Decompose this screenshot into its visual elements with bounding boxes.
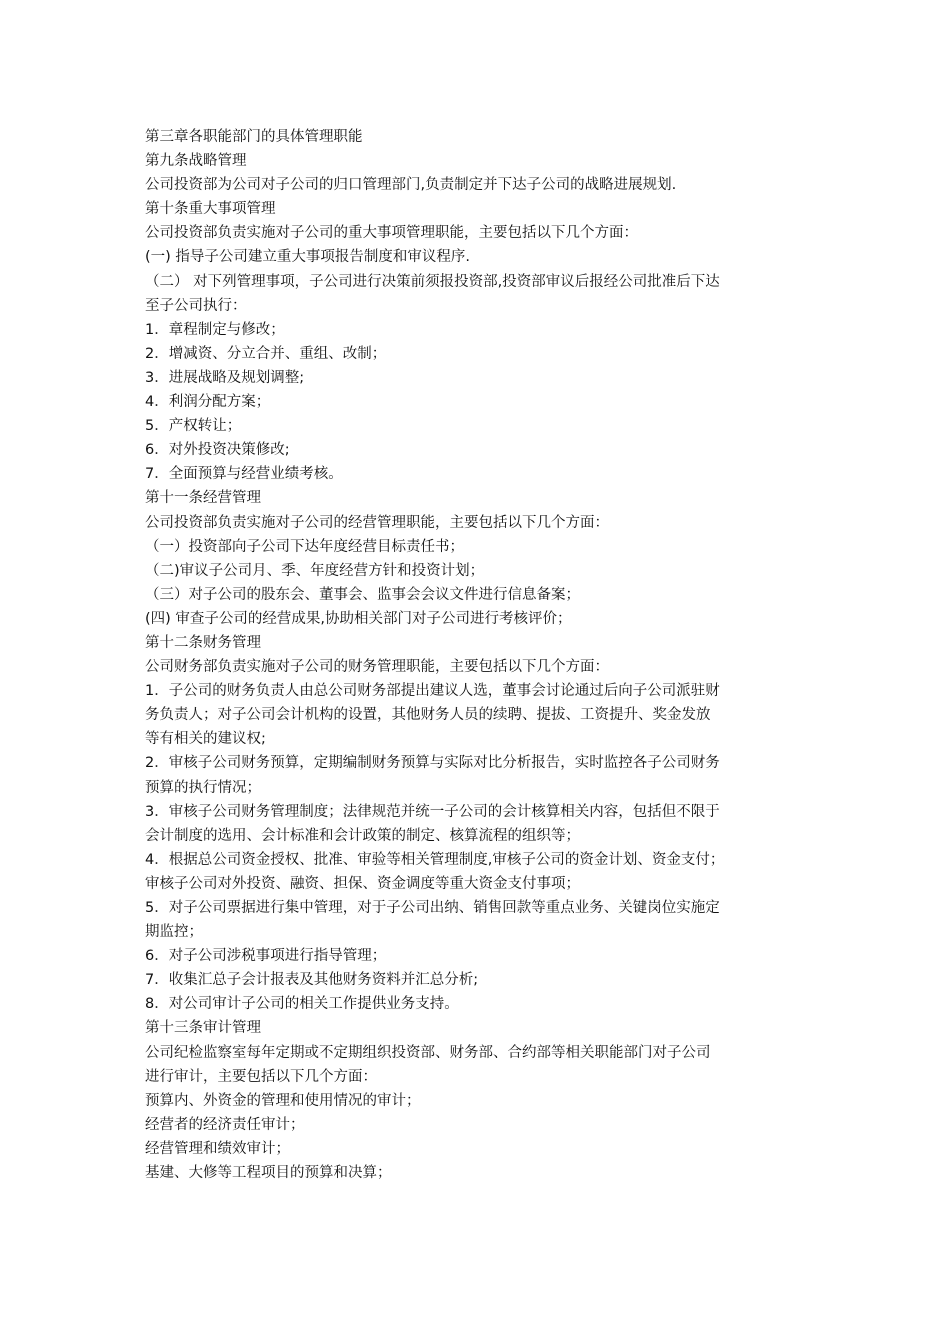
paragraph-line: 进行审计，主要包括以下几个方面： [145, 1068, 377, 1085]
article-heading: 第十一条经营管理 [145, 490, 261, 507]
paragraph-line: 公司纪检监察室每年定期或不定期组织投资部、财务部、合约部等相关职能部门对子公司 [145, 1044, 711, 1061]
chapter-heading: 第三章各职能部门的具体管理职能 [145, 129, 363, 145]
article-heading: 第十二条财务管理 [145, 634, 261, 651]
list-item: 4．利润分配方案； [145, 394, 271, 411]
list-item-continuation: 至子公司执行： [145, 297, 247, 314]
list-item: 3．审核子公司财务管理制度；法律规范并统一子公司的会计核算相关内容，包括但不限于 [145, 803, 720, 820]
list-item: 8．对公司审计子公司的相关工作提供业务支持。 [145, 996, 459, 1013]
list-item: (一) 指导子公司建立重大事项报告制度和审议程序. [145, 249, 471, 266]
list-item-continuation: 期监控； [145, 924, 203, 941]
list-item: 7．全面预算与经营业绩考核。 [145, 466, 343, 483]
list-item: 1．子公司的财务负责人由总公司财务部提出建议人选，董事会讨论通过后向子公司派驻财 [145, 683, 720, 700]
list-item: 2．审核子公司财务预算，定期编制财务预算与实际对比分析报告，实时监控各子公司财务 [145, 755, 720, 772]
list-item: 6．对外投资决策修改; [145, 442, 290, 459]
article-heading: 第九条战略管理 [145, 153, 247, 170]
list-item: （三）对子公司的股东会、董事会、监事会会议文件进行信息备案； [145, 586, 580, 603]
paragraph-line: 公司财务部负责实施对子公司的财务管理职能，主要包括以下几个方面： [145, 659, 609, 676]
list-item: (四) 审查子公司的经营成果,协助相关部门对子公司进行考核评价； [145, 610, 572, 627]
list-item-continuation: 会计制度的选用、会计标准和会计政策的制定、核算流程的组织等； [145, 827, 580, 844]
list-item-continuation: 预算的执行情况； [145, 779, 261, 796]
paragraph-line: 公司投资部负责实施对子公司的重大事项管理职能，主要包括以下几个方面： [145, 225, 638, 242]
list-item: 4．根据总公司资金授权、批准、审验等相关管理制度,审核子公司的资金计划、资金支付； [145, 851, 725, 868]
list-item: （二)审议子公司月、季、年度经营方针和投资计划； [145, 562, 485, 579]
list-item: （一）投资部向子公司下达年度经营目标责任书； [145, 538, 464, 555]
paragraph-line: 公司投资部为公司对子公司的归口管理部门,负责制定并下达子公司的战略进展规划. [145, 177, 677, 194]
list-item: 3．进展战略及规划调整; [145, 369, 305, 386]
list-item-continuation: 务负责人；对子公司会计机构的设置，其他财务人员的续聘、提拔、工资提升、奖金发放 [145, 707, 711, 724]
article-heading: 第十三条审计管理 [145, 1020, 261, 1037]
list-item-continuation: 审核子公司对外投资、融资、担保、资金调度等重大资金支付事项； [145, 875, 580, 892]
list-item: 预算内、外资金的管理和使用情况的审计； [145, 1092, 421, 1109]
list-item: 5．产权转让； [145, 418, 242, 435]
list-item-continuation: 等有相关的建议权; [145, 731, 266, 748]
list-item: 6．对子公司涉税事项进行指导管理； [145, 948, 387, 965]
list-item: 经营者的经济责任审计； [145, 1116, 305, 1133]
list-item: 基建、大修等工程项目的预算和决算； [145, 1165, 392, 1182]
list-item: （二） 对下列管理事项，子公司进行决策前须报投资部,投资部审议后报经公司批准后下达 [145, 273, 720, 290]
list-item: 经营管理和绩效审计； [145, 1140, 290, 1157]
article-heading: 第十条重大事项管理 [145, 201, 276, 218]
list-item: 7．收集汇总子会计报表及其他财务资料并汇总分析; [145, 972, 479, 989]
list-item: 2．增减资、分立合并、重组、改制； [145, 345, 387, 362]
list-item: 5．对子公司票据进行集中管理，对于子公司出纳、销售回款等重点业务、关键岗位实施定 [145, 900, 720, 916]
list-item: 1．章程制定与修改； [145, 321, 285, 338]
paragraph-line: 公司投资部负责实施对子公司的经营管理职能，主要包括以下几个方面： [145, 514, 609, 531]
document-body [145, 125, 825, 1185]
